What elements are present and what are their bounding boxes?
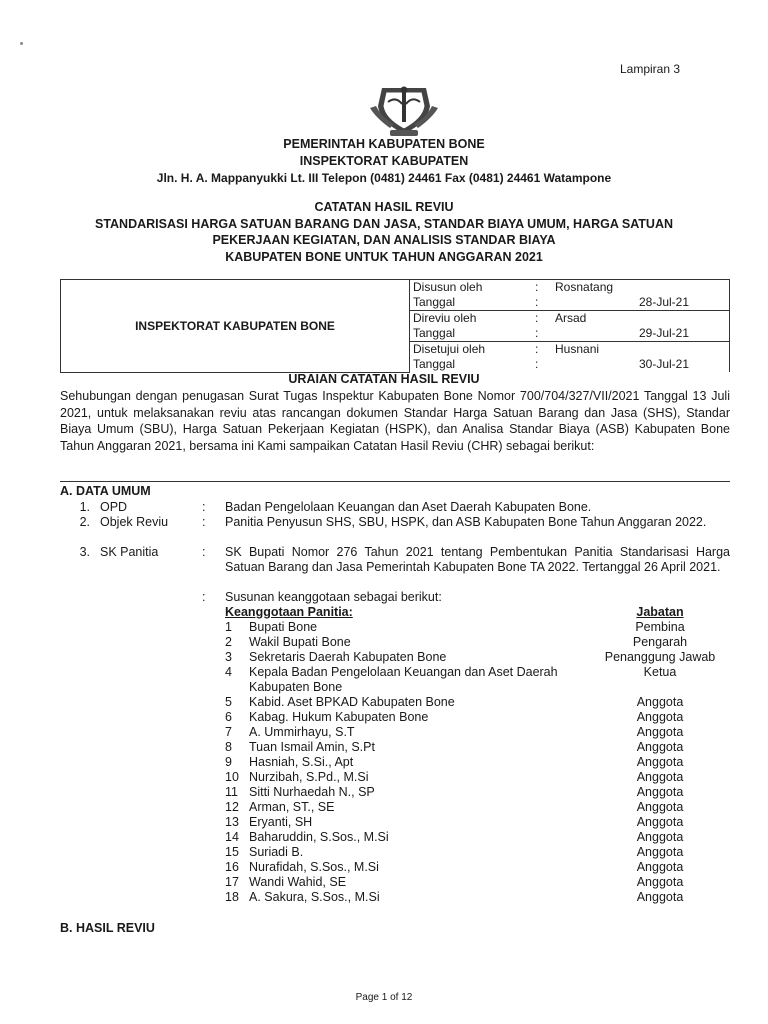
member-row xyxy=(225,665,730,695)
item-label: Objek Reviu xyxy=(100,515,169,529)
member-role: Anggota xyxy=(636,890,684,904)
member-number: 16 xyxy=(225,860,239,874)
doc-subtitle-3: KABUPATEN BONE UNTUK TAHUN ANGGARAN 2021 xyxy=(225,250,543,264)
member-role: Anggota xyxy=(636,770,684,784)
member-number: 17 xyxy=(225,875,239,889)
page-number: Page 1 of 12 xyxy=(355,992,413,1003)
item-value: SK Bupati Nomor 276 Tahun 2021 tentang Pembentukan Panitia Standarisasi Harga Satuan Barang dan Jasa Pemerintah Kabupaten Bone TA 2022. Tertanggal 26 April 2021. xyxy=(225,545,730,574)
member-role: Anggota xyxy=(636,710,684,724)
member-row xyxy=(225,725,730,740)
member-number: 10 xyxy=(225,770,239,784)
scan-speck xyxy=(20,42,23,45)
member-row xyxy=(225,845,730,860)
member-role: Anggota xyxy=(636,815,684,829)
item-number: 3. xyxy=(79,545,90,559)
member-number: 11 xyxy=(225,785,238,799)
item-label: SK Panitia xyxy=(100,545,159,559)
section-b-heading: B. HASIL REVIU xyxy=(60,921,155,935)
item-colon: : xyxy=(202,545,206,559)
col-header-role: Jabatan xyxy=(636,605,684,619)
member-row xyxy=(225,770,730,785)
member-role: Anggota xyxy=(636,740,684,754)
member-row xyxy=(225,890,730,905)
item-colon: : xyxy=(202,500,206,514)
doc-title: CATATAN HASIL REVIU xyxy=(314,200,454,214)
member-name: Hasniah, S.Si., Apt xyxy=(249,755,354,769)
member-role: Anggota xyxy=(636,800,684,814)
member-role: Anggota xyxy=(636,830,684,844)
member-name: Kabag. Hukum Kabupaten Bone xyxy=(249,710,429,724)
item-number: 1. xyxy=(79,500,90,514)
member-row xyxy=(225,635,730,650)
member-role: Anggota xyxy=(636,725,684,739)
member-role: Anggota xyxy=(636,695,684,709)
member-row xyxy=(225,785,730,800)
item-number: 2. xyxy=(79,515,90,529)
member-number: 15 xyxy=(225,845,239,859)
uraian-title: URAIAN CATATAN HASIL REVIU xyxy=(288,372,480,386)
member-name: Sitti Nurhaedah N., SP xyxy=(249,785,375,799)
sig-box-approved: Disetujui oleh : Husnani Tanggal : 30-Jul-21 xyxy=(410,342,730,373)
member-name: Arman, ST., SE xyxy=(249,800,335,814)
item-value: Badan Pengelolaan Keuangan dan Aset Daerah Kabupaten Bone. xyxy=(225,500,592,514)
member-role: Penanggung Jawab xyxy=(604,650,716,664)
member-row xyxy=(225,875,730,890)
member-role: Pengarah xyxy=(632,635,688,649)
item-value: Panitia Penyusun SHS, SBU, HSPK, dan ASB Kabupaten Bone Tahun Anggaran 2022. xyxy=(225,515,707,529)
member-number: 5 xyxy=(225,695,232,709)
member-row xyxy=(225,650,730,665)
member-number: 3 xyxy=(225,650,232,664)
member-name: A. Sakura, S.Sos., M.Si xyxy=(249,890,380,904)
header-address: Jln. H. A. Mappanyukki Lt. III Telepon (0481) 24461 Fax (0481) 24461 Watampone xyxy=(156,171,612,185)
lampiran-label: Lampiran 3 xyxy=(620,62,681,76)
member-row xyxy=(225,800,730,815)
member-role: Anggota xyxy=(636,860,684,874)
header-government: PEMERINTAH KABUPATEN BONE xyxy=(283,137,485,151)
item-label: OPD xyxy=(100,500,128,514)
member-row xyxy=(225,695,730,710)
member-number: 1 xyxy=(225,620,232,634)
member-name: Nurafidah, S.Sos., M.Si xyxy=(249,860,379,874)
member-number: 14 xyxy=(225,830,239,844)
item-colon: : xyxy=(202,590,206,604)
signature-table xyxy=(60,279,730,373)
col-header-member: Keanggotaan Panitia: xyxy=(225,605,353,619)
member-number: 12 xyxy=(225,800,239,814)
intro-paragraph: Sehubungan dengan penugasan Surat Tugas Inspektur Kabupaten Bone Nomor 700/704/327/VII/2021 Tanggal 13 Juli 2021, untuk melaksanakan reviu atas rancangan dokumen Standar Harga Satuan Barang dan Jasa (SHS), Standar Biaya Umum (SBU), Harga Satuan Pekerjaan Kegiatan (HSPK), dan Analisa Standar Biaya (ASB) Kabupaten Bone Tahun Anggaran 2021, bersama ini Kami sampaikan Catatan Hasil Reviu (CHR) sebagai berikut: xyxy=(60,389,730,453)
member-number: 7 xyxy=(225,725,232,739)
member-row xyxy=(225,620,730,635)
member-name: Kepala Badan Pengelolaan Keuangan dan Aset Daerah Kabupaten Bone xyxy=(249,665,558,694)
doc-subtitle-2: PEKERJAAN KEGIATAN, DAN ANALISIS STANDAR BIAYA xyxy=(212,233,556,247)
member-row xyxy=(225,740,730,755)
member-number: 18 xyxy=(225,890,239,904)
member-name: Baharuddin, S.Sos., M.Si xyxy=(249,830,389,844)
member-name: Eryanti, SH xyxy=(249,815,313,829)
member-name: Sekretaris Daerah Kabupaten Bone xyxy=(249,650,447,664)
member-role: Anggota xyxy=(636,845,684,859)
sig-box-reviewed: Direviu oleh : Arsad Tanggal : 29-Jul-21 xyxy=(410,311,730,342)
member-name: A. Ummirhayu, S.T xyxy=(249,725,355,739)
member-role: Pembina xyxy=(635,620,685,634)
member-role: Anggota xyxy=(636,875,684,889)
member-name: Bupati Bone xyxy=(249,620,318,634)
member-row xyxy=(225,815,730,830)
member-number: 9 xyxy=(225,755,232,769)
header-inspectorate: INSPEKTORAT KABUPATEN xyxy=(299,154,469,168)
member-name: Wakil Bupati Bone xyxy=(249,635,351,649)
member-number: 13 xyxy=(225,815,239,829)
sig-box-prepared: Disusun oleh : Rosnatang Tanggal : 28-Jul-21 xyxy=(410,280,730,311)
divider xyxy=(60,481,730,482)
member-role: Anggota xyxy=(636,785,684,799)
member-name: Nurzibah, S.Pd., M.Si xyxy=(249,770,369,784)
member-number: 6 xyxy=(225,710,232,724)
member-role: Anggota xyxy=(636,755,684,769)
member-role: Ketua xyxy=(643,665,677,679)
member-number: 8 xyxy=(225,740,232,754)
member-row xyxy=(225,860,730,875)
susunan-text: Susunan keanggotaan sebagai berikut: xyxy=(225,590,442,604)
member-name: Suriadi B. xyxy=(249,845,304,859)
section-a-heading: A. DATA UMUM xyxy=(60,484,151,498)
item-colon: : xyxy=(202,515,206,529)
member-number: 2 xyxy=(225,635,232,649)
member-name: Wandi Wahid, SE xyxy=(249,875,347,889)
member-row xyxy=(225,830,730,845)
member-name: Tuan Ismail Amin, S.Pt xyxy=(249,740,375,754)
member-name: Kabid. Aset BPKAD Kabupaten Bone xyxy=(249,695,455,709)
member-number: 4 xyxy=(225,665,232,679)
sig-table-org: INSPEKTORAT KABUPATEN BONE xyxy=(61,280,410,373)
doc-subtitle-1: STANDARISASI HARGA SATUAN BARANG DAN JASA, STANDAR BIAYA UMUM, HARGA SATUAN xyxy=(94,217,674,231)
regency-emblem-icon xyxy=(368,78,440,140)
member-row xyxy=(225,710,730,725)
member-row xyxy=(225,755,730,770)
